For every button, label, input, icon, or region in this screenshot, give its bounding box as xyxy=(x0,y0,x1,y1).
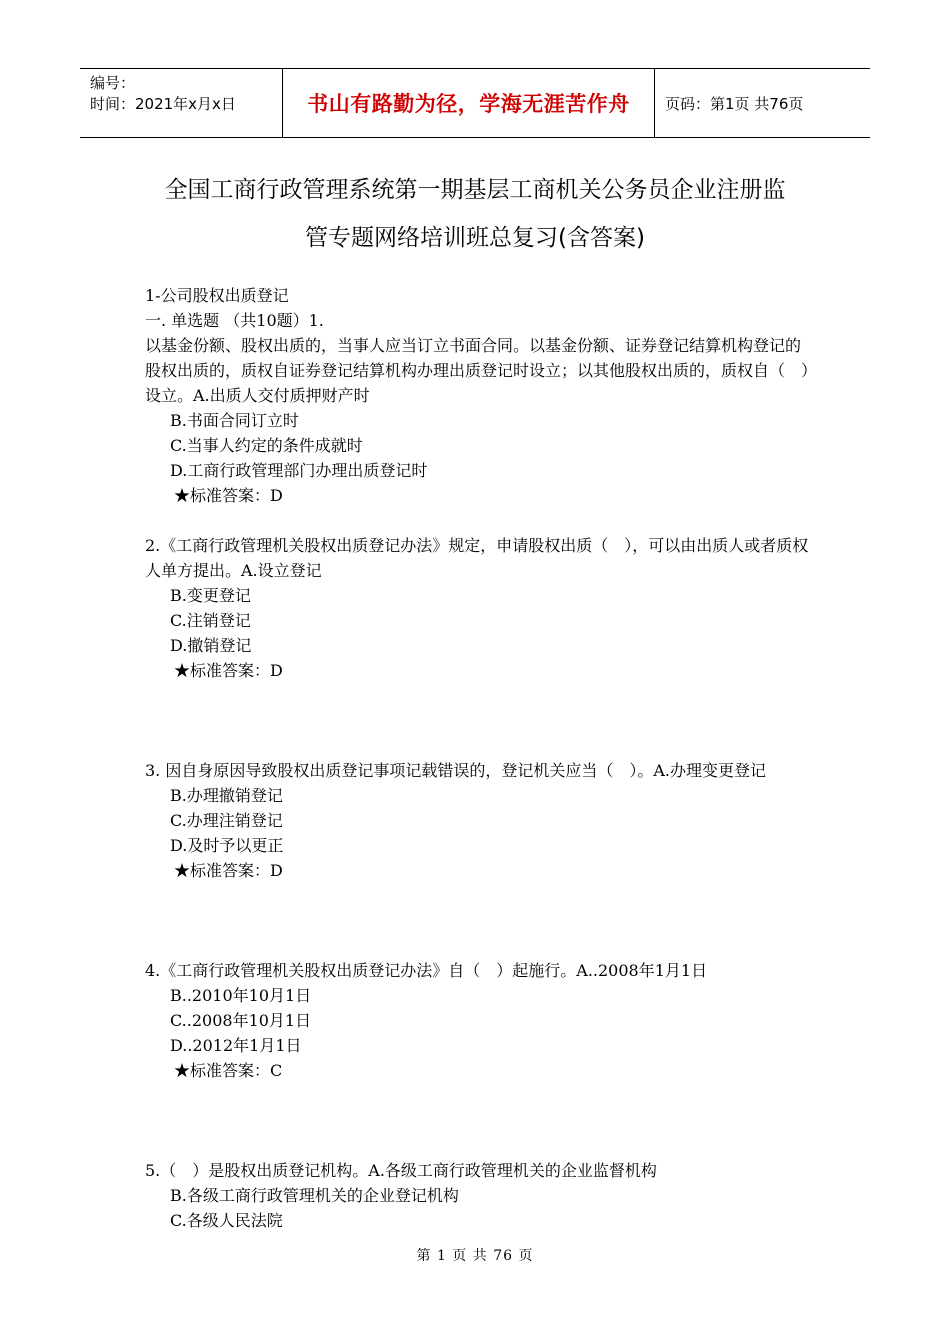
option-d: D.及时予以更正 xyxy=(170,836,284,855)
question-3 xyxy=(145,758,810,883)
option-c: C.办理注销登记 xyxy=(170,811,283,830)
option-b: B.办理撤销登记 xyxy=(170,786,283,805)
question-1 xyxy=(145,333,810,508)
standard-answer: ★标准答案：C xyxy=(174,1061,283,1080)
question-stem: 4.《工商行政管理机关股权出质登记办法》自（ ）起施行。A..2008年1月1日 xyxy=(145,961,708,980)
page-header xyxy=(80,68,870,138)
option-d: D..2012年1月1日 xyxy=(170,1036,302,1055)
option-d: D.撤销登记 xyxy=(170,636,252,655)
option-b: B.书面合同订立时 xyxy=(170,411,299,430)
page-footer: 第 1 页 共 76 页 xyxy=(416,1248,534,1264)
question-5 xyxy=(145,1158,810,1233)
section-subheading: 一. 单选题 （共10题）1. xyxy=(145,311,324,330)
standard-answer: ★标准答案：D xyxy=(174,861,283,880)
question-stem: 以基金份额、股权出质的，当事人应当订立书面合同。以基金份额、证券登记结算机构登记的股权出质的，质权自证券登记结算机构办理出质登记时设立；以其他股权出质的，质权自（ ）设立。A.出质人交付质押财产时 xyxy=(145,336,810,405)
standard-answer: ★标准答案：D xyxy=(174,661,283,680)
document-body xyxy=(145,283,810,1233)
title-line-1: 全国工商行政管理系统第一期基层工商机关公务员企业注册监 xyxy=(164,177,786,203)
standard-answer: ★标准答案：D xyxy=(174,486,283,505)
section-heading: 1-公司股权出质登记 xyxy=(145,286,289,305)
question-stem: 3. 因自身原因导致股权出质登记事项记载错误的，登记机关应当（ ）。A.办理变更登记 xyxy=(145,761,766,780)
date-label: 时间：2021年x月x日 xyxy=(90,95,236,113)
document-title xyxy=(80,166,870,262)
option-c: C.各级人民法院 xyxy=(170,1211,283,1230)
header-page-info: 页码：第1页 共76页 xyxy=(665,94,804,113)
serial-label: 编号： xyxy=(90,74,136,92)
question-4 xyxy=(145,958,810,1083)
question-stem: 5.（ ）是股权出质登记机构。A.各级工商行政管理机关的企业监督机构 xyxy=(145,1161,657,1180)
option-b: B.变更登记 xyxy=(170,586,251,605)
title-line-2: 管专题网络培训班总复习(含答案) xyxy=(305,225,645,251)
header-motto: 书山有路勤为径，学海无涯苦作舟 xyxy=(282,69,655,137)
option-d: D.工商行政管理部门办理出质登记时 xyxy=(170,461,428,480)
option-c: C..2008年10月1日 xyxy=(170,1011,312,1030)
header-meta xyxy=(80,69,282,137)
option-c: C.注销登记 xyxy=(170,611,251,630)
question-stem: 2.《工商行政管理机关股权出质登记办法》规定，申请股权出质（ ），可以由出质人或者质权人单方提出。A.设立登记 xyxy=(145,536,809,580)
option-b: B.各级工商行政管理机关的企业登记机构 xyxy=(170,1186,459,1205)
option-c: C.当事人约定的条件成就时 xyxy=(170,436,363,455)
option-b: B..2010年10月1日 xyxy=(170,986,312,1005)
question-2 xyxy=(145,533,810,683)
